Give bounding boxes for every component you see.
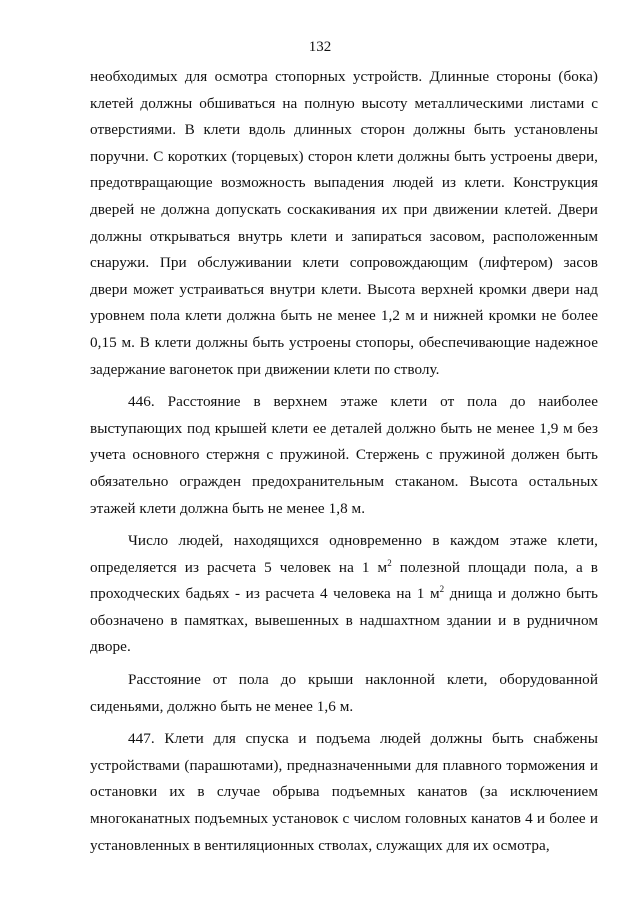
paragraph-people-count-part-a: Число людей, находящихся одновременно в каждом этаже клети, определяется из расчета 5 человек на 1 м — [90, 532, 598, 576]
square-meter-superscript: 2 — [439, 584, 445, 595]
paragraph-people-count-part-c: днища и должно быть обозначено в памятках, вывешенных в надшахтном здании и в рудничном дворе. — [90, 585, 598, 656]
paragraph-people-count — [90, 528, 598, 661]
paragraph-447: 447. Клети для спуска и подъема людей должны быть снабжены устройствами (парашютами), предназначенными для плавного торможения и остановки их в случае обрыва подъемных канатов (за исключением многоканатных подъемных установок с числом головных канатов 4 и более и установленных в вентиляционных стволах, служащих для их осмотра, — [90, 730, 598, 854]
paragraph-inclined-cage: Расстояние от пола до крыши наклонной клети, оборудованной сиденьями, должно быть не менее 1,6 м. — [90, 671, 598, 715]
paragraph-446: 446. Расстояние в верхнем этаже клети от пола до наиболее выступающих под крышей клети ее деталей должно быть не менее 1,9 м без учета основного стержня с пружиной. Стержень с пружиной должен быть обязательно огражден предохранительным стаканом. Высота остальных этажей клети должна быть не менее 1,8 м. — [90, 393, 598, 517]
page-number: 132 — [308, 39, 332, 55]
document-body — [90, 64, 598, 865]
square-meter-superscript: 2 — [387, 557, 392, 568]
paragraph-continued: необходимых для осмотра стопорных устройств. Длинные стороны (бока) клетей должны обшиваться на полную высоту металлическими листами с отверстиями. В клети вдоль длинных сторон должны быть установлены поручни. С коротких (торцевых) сторон клети должны быть устроены двери, предотвращающие возможность выпадения людей из клети. Конструкция дверей не должна допускать соскакивания их при движении клетей. Двери должны открываться внутрь клети и запираться засовом, расположенным снаружи. При обслуживании клети сопровождающим (лифтером) засов двери может устраиваться внутри клети. Высота верхней кромки двери над уровнем пола клети должна быть не менее 1,2 м и нижней кромки не более 0,15 м. В клети должны быть устроены стопоры, обеспечивающие надежное задержание вагонеток при движении клети по стволу. — [90, 68, 598, 378]
paragraph-people-count-part-b: полезной площади пола, а в проходческих бадьях - из расчета 4 человека на 1 м — [90, 558, 598, 603]
